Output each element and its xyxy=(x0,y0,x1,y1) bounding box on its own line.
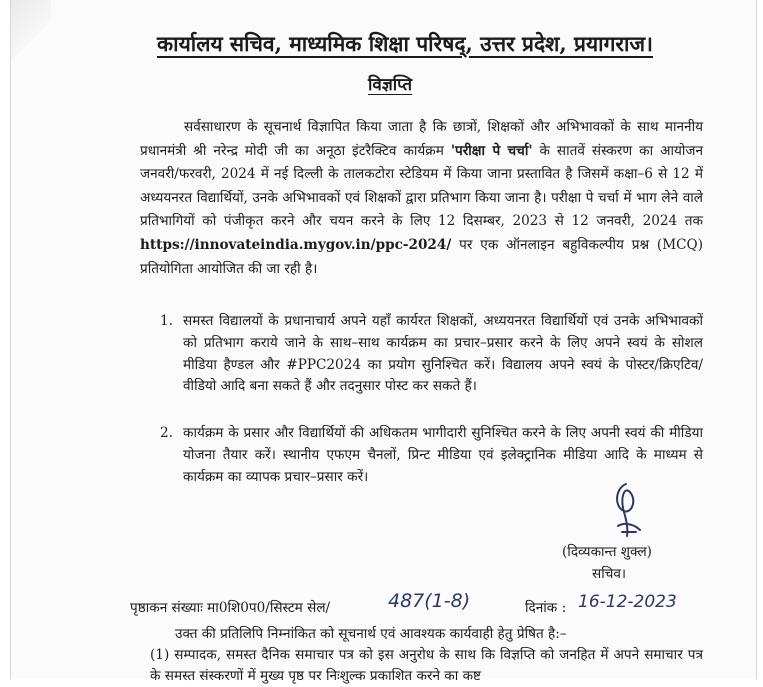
registration-url: https://innovateindia.mygov.in/ppc-2024/ xyxy=(140,236,452,253)
notice-paragraph xyxy=(140,116,703,281)
list-item-number: 2. xyxy=(160,425,173,441)
signatory-name: (दिव्यकान्त शुक्ल) xyxy=(562,544,652,560)
copy-forwarding-line: उक्त की प्रतिलिपि निम्नांकित को सूचनार्थ एवं आवश्यक कार्यवाही हेतु प्रेषित है:– xyxy=(175,626,567,642)
office-header: कार्यालय सचिव, माध्यमिक शिक्षा परिषद्, उत्तर प्रदेश, प्रयागराज। xyxy=(157,31,653,56)
reference-label: पृष्ठाकन संख्याः मा0शि0प0/सिस्टम सेल/ xyxy=(130,600,331,616)
program-name: 'परीक्षा पे चर्चा' xyxy=(450,142,533,159)
signature-mark xyxy=(600,480,660,540)
date-handwritten: 16-12-2023 xyxy=(578,592,677,612)
paragraph-text-1: सर्वसाधारण के सूचनार्थ विज्ञापित किया जाता है कि छात्रों, शिक्षकों और अभिभावकों के साथ माननीय प्रधानमंत्री श्री नरेन्द्र मोदी जी का अनूठा इंटरैक्टिव कार्यक्रम xyxy=(140,119,703,159)
list-item-text: समस्त विद्यालयों के प्रधानाचार्य अपने यहाँ कार्यरत शिक्षकों, अध्ययनरत विद्यार्थियों एवं उनके अभिभावकों को प्रतिभाग कराये जाने के साथ–साथ कार्यक्रम का प्रचार–प्रसार करने के लिए अपने स्वयं के सोशल मीडिया हैण्डल और #PPC2024 का प्रयोग सुनिश्चित करें। विद्यालय अपने स्वयं के पोस्टर/क्रिएटिव/ वीडियो आदि बना सकते हैं और तदनुसार पोस्ट कर सकते हैं। xyxy=(183,313,703,395)
notice-title: विज्ञप्ति xyxy=(368,75,413,95)
list-item-text: कार्यक्रम के प्रसार और विद्यार्थियों की अधिकतम भागीदारी सुनिश्चित करने के लिए अपनी स्वयं की मीडिया योजना तैयार करें। स्थानीय एफएम चैनलों, प्रिन्ट मीडिया एवं इलेक्ट्रानिक मीडिया आदि के माध्यम से कार्यक्रम का व्यापक प्रचार–प्रसार करें। xyxy=(183,425,703,485)
list-item-number: 1. xyxy=(160,313,173,329)
copy-recipient-item: (1) सम्पादक, समस्त दैनिक समाचार पत्र को इस अनुरोध के साथ कि विज्ञप्ति को जनहित में अपने समाचार पत्र के समस्त संस्करणों में मुख्य पृष्ठ पर निःशुल्क प्रकाशित करने का कष्ट xyxy=(150,647,703,684)
paragraph-text-3: पर एक ऑनलाइन बहुविकल्पीय प्रश्न (MCQ) प्रतियोगिता आयोजित की जा रही है। xyxy=(140,236,703,277)
reference-number-handwritten: 487(1-8) xyxy=(388,590,471,612)
page-fold-shadow xyxy=(11,0,51,60)
list-item xyxy=(160,423,703,488)
paragraph-text-2: के सातवें संस्करण का आयोजन जनवरी/फरवरी, 2024 में नई दिल्ली के तालकटोरा स्टेडियम में किया जाना प्रस्तावित है जिसमें कक्षा–6 से 12 में अध्ययनरत विद्यार्थियों, उनके अभिभावकों एवं शिक्षकों द्वारा प्रतिभाग किया जाना है। परीक्षा पे चर्चा में भाग लेने वाले प्रतिभागियों को पंजीकृत करने और चयन करने के लिए 12 दिसम्बर, 2023 से 12 जनवरी, 2024 तक xyxy=(140,142,704,230)
signatory-designation: सचिव। xyxy=(592,566,627,582)
date-label: दिनांक : xyxy=(525,600,567,616)
list-item xyxy=(160,311,703,398)
